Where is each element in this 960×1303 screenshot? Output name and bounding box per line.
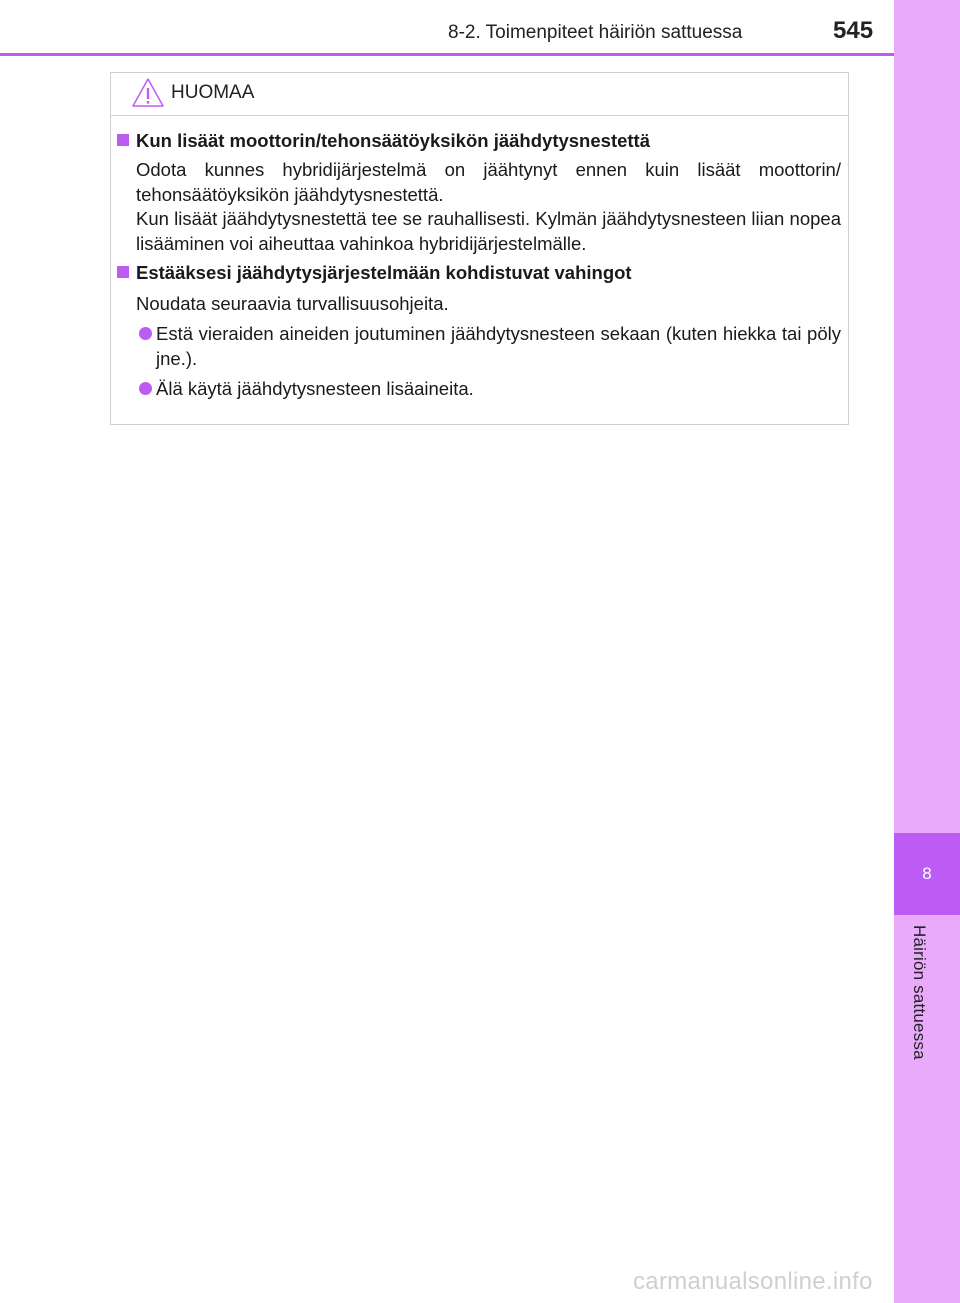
section1-paragraph2: Kun lisäät jäähdytysnestettä tee se rauhallisesti. Kylmän jäähdytysnesteen liian nopea lisääminen voi aiheuttaa vahinkoa hybridijärjestelmälle. [136,208,841,254]
header-divider [0,53,894,56]
warning-triangle-icon [131,77,165,108]
chapter-number: 8 [922,864,932,883]
chapter-sidebar [894,0,960,1303]
chapter-title: Häiriön sattuessa [910,925,929,1060]
watermark: carmanualsonline.info [633,1268,873,1295]
section-header: 8-2. Toimenpiteet häiriön sattuessa [448,22,743,43]
notice-box [110,72,849,425]
section2-heading [117,262,632,284]
chapter-number-tab [894,833,960,915]
square-bullet-icon [117,266,129,278]
list-item-text: Estä vieraiden aineiden joutuminen jäähdytysnesteen sekaan (kuten hiekka tai pöly jne.). [156,323,841,369]
notice-title: HUOMAA [171,82,255,103]
section1-title: Kun lisäät moottorin/tehonsäätöyksikön jäähdytysnestettä [136,130,650,151]
round-bullet-icon [139,327,152,340]
list-item-text: Älä käytä jäähdytysnesteen lisäaineita. [156,378,474,399]
notice-header [111,73,848,116]
section1-heading [117,130,650,152]
section2-title: Estääksesi jäähdytysjärjestelmään kohdistuvat vahingot [136,262,632,283]
list-item [139,377,841,402]
square-bullet-icon [117,134,129,146]
round-bullet-icon [139,382,152,395]
page-number: 545 [833,17,874,44]
section1-paragraph1: Odota kunnes hybridijärjestelmä on jäähtynyt ennen kuin lisäät moottorin/ tehonsäätöyksikön jäähdytysnestettä. [136,159,841,205]
section2-intro: Noudata seuraavia turvallisuusohjeita. [136,293,449,314]
list-item [139,322,841,371]
